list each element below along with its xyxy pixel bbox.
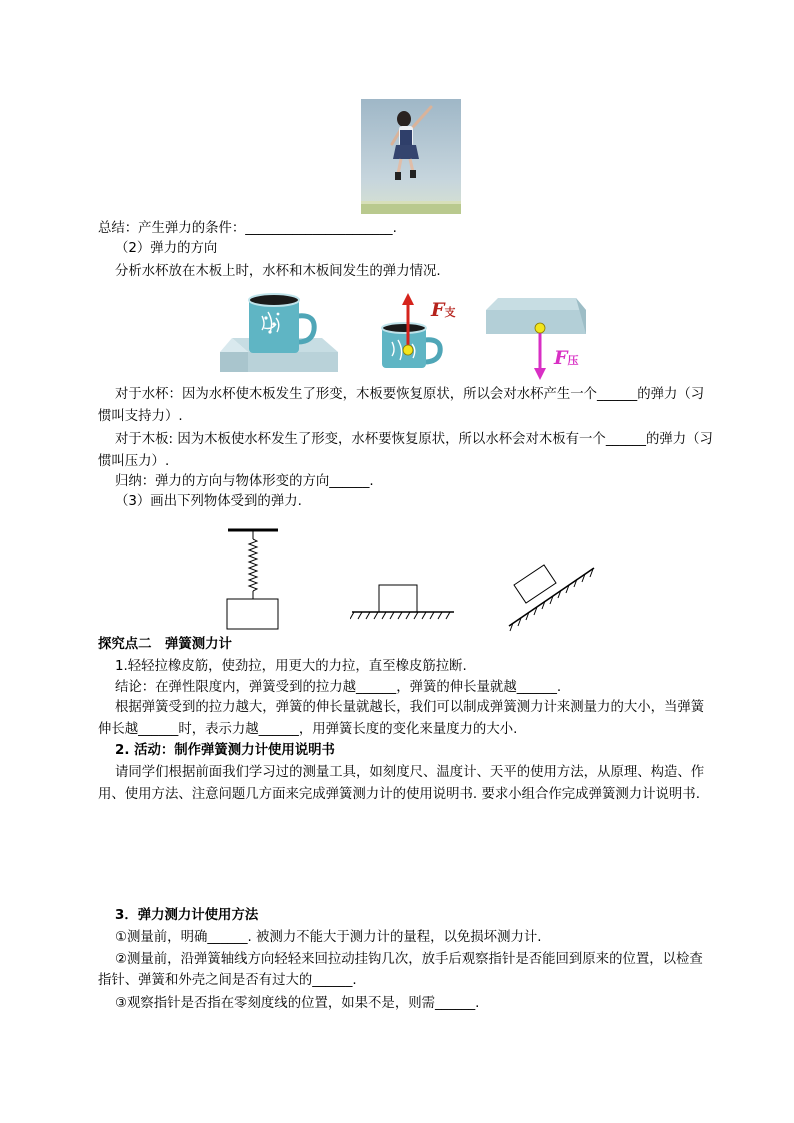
usage-method-title: 3．弹力测力计使用方法	[115, 908, 259, 923]
section-3-title: （3）画出下列物体受到的弹力.	[115, 494, 302, 509]
usage-step-2-line-1: ②测量前，沿弹簧轴线方向轻轻来回拉动挂钩几次，放手后观察指针是否能回到原来的位置，以检查	[115, 952, 703, 967]
analyze-line: 分析水杯放在木板上时，水杯和木板间发生的弹力情况.	[115, 264, 441, 279]
summary-line: 总结：产生弹力的条件：______________________.	[98, 221, 397, 236]
jumping-girl-photo	[361, 99, 461, 214]
board-analysis-line-1: 对于木板: 因为木板使水杯发生了形变，水杯要恢复原状，所以水杯会对木板有一个______的弹力（习	[115, 432, 713, 447]
support-force-subscript: 支	[444, 306, 456, 319]
activity-title: 2. 活动：制作弹簧测力计使用说明书	[115, 743, 335, 758]
conclusion-line: 结论：在弹性限度内，弹簧受到的拉力越______，弹簧的伸长量就越______.	[115, 680, 562, 695]
activity-desc-line-2: 用、使用方法、注意问题几方面来完成弹簧测力计的使用说明书. 要求小组合作完成弹簧测力计说明书.	[98, 787, 700, 802]
cup-on-board-figure	[218, 288, 340, 374]
usage-step-1: ①测量前，明确______. 被测力不能大于测力计的量程，以免损坏测力计.	[115, 930, 542, 945]
cup-analysis-line-1: 对于水杯：因为水杯使木板发生了形变，木板要恢复原状，所以会对水杯产生一个______的弹力（习	[115, 387, 705, 402]
usage-step-3: ③观察指针是否指在零刻度线的位置，如果不是，则需______.	[115, 996, 480, 1011]
item-1-line: 1.轻轻拉橡皮筋，使劲拉，用更大的力拉，直至橡皮筋拉断.	[115, 659, 467, 674]
pressure-force-label	[554, 348, 579, 371]
section-2-title: （2）弹力的方向	[115, 241, 218, 256]
support-force-symbol: F	[431, 299, 445, 321]
activity-desc-line-1: 请同学们根据前面我们学习过的测量工具，如刻度尺、温度计、天平的使用方法，从原理、构造、作	[115, 765, 705, 780]
principle-line-1: 根据弹簧受到的拉力越大，弹簧的伸长量就越长，我们可以制成弹簧测力计来测量力的大小，当弹簧	[115, 700, 705, 715]
usage-step-2-line-2: 指针、弹簧和外壳之间是否有过大的______.	[98, 973, 357, 988]
block-on-ground-figure	[350, 582, 456, 622]
support-force-label	[431, 300, 456, 323]
induction-line: 归纳：弹力的方向与物体形变的方向______.	[115, 474, 374, 489]
cup-analysis-line-2: 惯叫支持力）.	[98, 409, 183, 424]
spring-hanging-block-figure	[222, 527, 284, 631]
board-analysis-line-2: 惯叫压力）.	[98, 454, 170, 469]
pressure-force-subscript: 压	[567, 354, 579, 367]
explore-point-2-title: 探究点二 弹簧测力计	[98, 637, 232, 652]
block-on-incline-figure	[505, 562, 597, 632]
pressure-force-symbol: F	[554, 347, 568, 369]
principle-line-2: 伸长越______时，表示力越______，用弹簧长度的变化来量度力的大小.	[98, 722, 518, 737]
